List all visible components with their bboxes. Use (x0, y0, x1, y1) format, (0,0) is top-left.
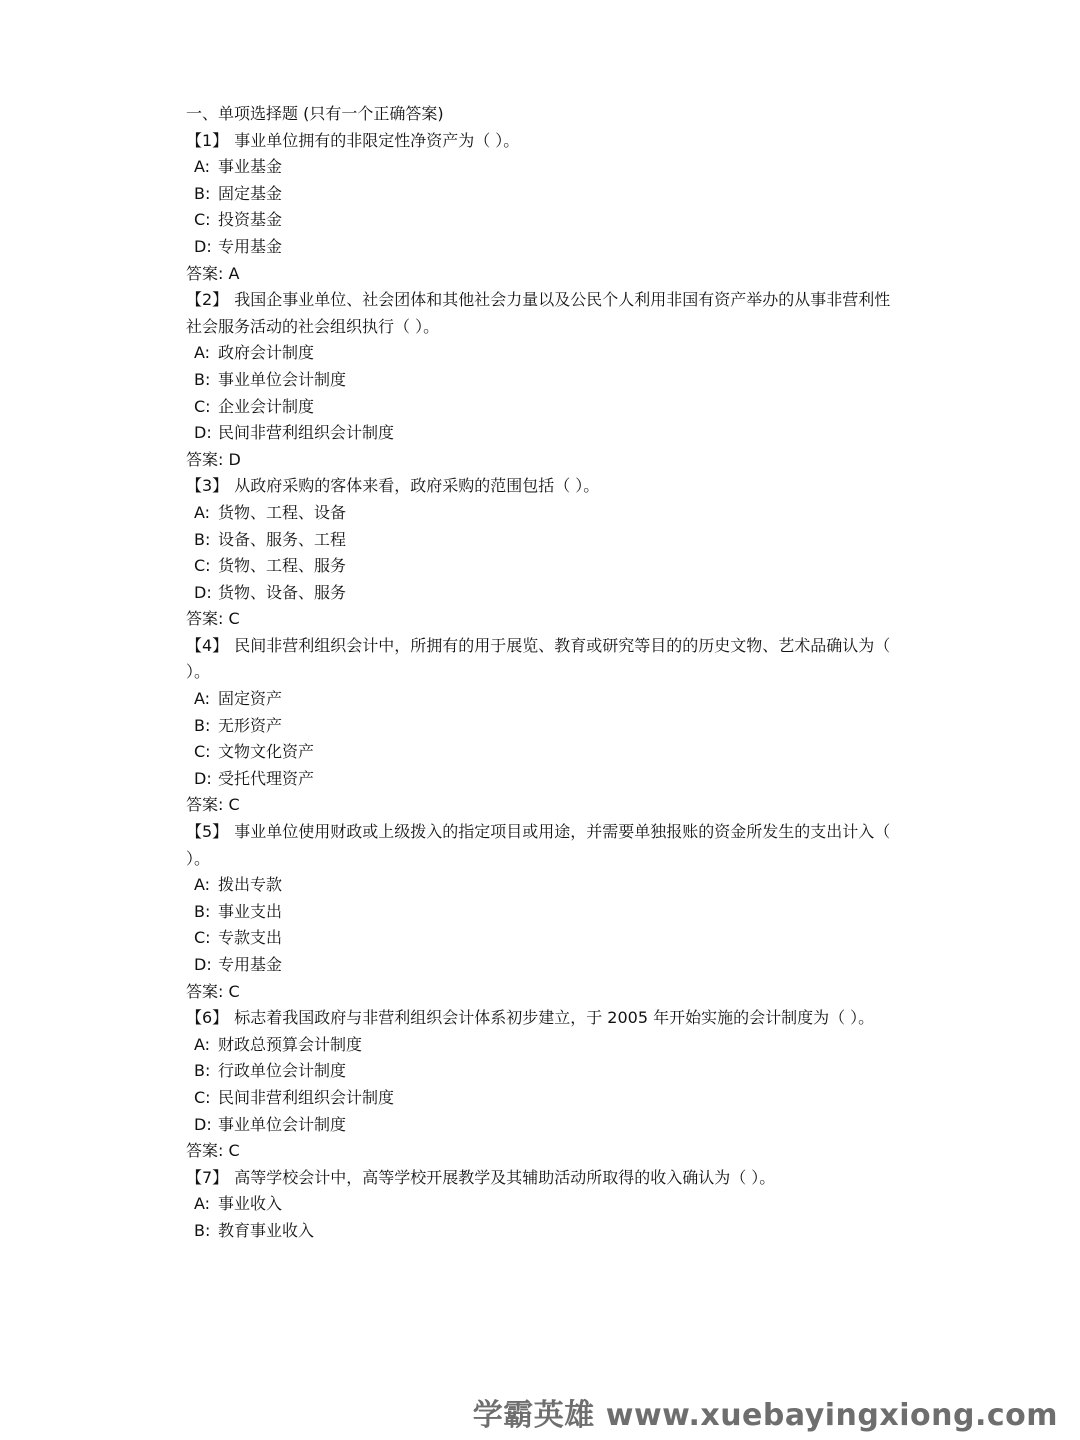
option-text: 文物文化资产 (218, 742, 315, 762)
question-block (186, 1165, 906, 1245)
answer-line: 答案: C (186, 795, 240, 815)
option-letter: B: (194, 529, 211, 549)
watermark: 学霸英雄 www.xuebayingxiong.com (472, 1398, 1058, 1433)
question-stem (186, 287, 906, 340)
answer-option (186, 394, 906, 421)
question-text: 我国企事业单位、社会团体和其他社会力量以及公民个人利用非国有资产举办的从事非营利性社会服务活动的社会组织执行（ ）。 (186, 290, 891, 336)
option-letter: A: (194, 689, 211, 709)
answer-line: 答案: C (186, 609, 240, 629)
answer-option (186, 1112, 906, 1139)
answer-line: 答案: D (186, 449, 241, 469)
option-text: 财政总预算会计制度 (218, 1034, 363, 1054)
answer-option (186, 154, 906, 181)
option-text: 拨出专款 (218, 875, 283, 895)
option-text: 专用基金 (218, 236, 283, 256)
option-text: 企业会计制度 (218, 396, 315, 416)
option-text: 行政单位会计制度 (218, 1061, 347, 1081)
question-number: 【3】 (186, 476, 229, 496)
option-letter: A: (194, 502, 211, 522)
document-body (186, 101, 906, 1245)
question-block (186, 128, 906, 288)
question-number: 【1】 (186, 130, 229, 150)
option-text: 事业基金 (218, 157, 283, 177)
question-number: 【6】 (186, 1008, 229, 1028)
option-text: 事业单位会计制度 (218, 369, 347, 389)
option-letter: C: (194, 928, 211, 948)
question-block (186, 473, 906, 633)
answer-option (186, 1191, 906, 1218)
option-letter: B: (194, 369, 211, 389)
option-letter: C: (194, 396, 211, 416)
answer-option (186, 527, 906, 554)
option-letter: C: (194, 556, 211, 576)
option-letter: C: (194, 210, 211, 230)
option-letter: B: (194, 1061, 211, 1081)
answer-option (186, 686, 906, 713)
question-block (186, 1005, 906, 1165)
option-text: 事业支出 (218, 901, 283, 921)
option-text: 政府会计制度 (218, 343, 315, 363)
option-letter: D: (194, 236, 212, 256)
option-text: 货物、设备、服务 (218, 582, 347, 602)
question-stem (186, 128, 906, 155)
answer-option (186, 1085, 906, 1112)
answer-option (186, 713, 906, 740)
answer-option (186, 1032, 906, 1059)
question-text: 民间非营利组织会计中，所拥有的用于展览、教育或研究等目的的历史文物、艺术品确认为（ ）。 (186, 635, 891, 682)
answer-option (186, 766, 906, 793)
question-block (186, 633, 906, 819)
question-number: 【7】 (186, 1167, 229, 1187)
answer-line: 答案: C (186, 981, 240, 1001)
option-text: 投资基金 (218, 210, 283, 230)
option-text: 教育事业收入 (218, 1220, 315, 1240)
answer-line: 答案: C (186, 1141, 240, 1161)
answer-option (186, 234, 906, 261)
option-text: 货物、工程、设备 (218, 502, 347, 522)
option-letter: C: (194, 742, 211, 762)
option-text: 民间非营利组织会计制度 (218, 423, 395, 443)
option-text: 无形资产 (218, 715, 283, 735)
answer-option (186, 1218, 906, 1245)
option-text: 专用基金 (218, 955, 283, 974)
section-title: 一、单项选择题 (只有一个正确答案) (186, 104, 444, 123)
answer-option (186, 207, 906, 234)
option-letter: A: (194, 343, 211, 363)
option-letter: B: (194, 1220, 211, 1240)
question-text: 事业单位使用财政或上级拨入的指定项目或用途，并需要单独报账的资金所发生的支出计入（ ）。 (186, 822, 891, 868)
question-text: 事业单位拥有的非限定性净资产为（ ）。 (234, 130, 520, 150)
option-letter: A: (194, 1034, 211, 1054)
answer-option (186, 500, 906, 527)
option-text: 事业收入 (218, 1194, 283, 1214)
option-text: 固定基金 (218, 183, 283, 203)
answer-option (186, 899, 906, 926)
answer-option (186, 340, 906, 367)
option-letter: D: (194, 423, 212, 443)
answer-option (186, 553, 906, 580)
option-letter: C: (194, 1087, 211, 1107)
option-letter: B: (194, 901, 211, 921)
question-number: 【5】 (186, 822, 229, 842)
option-text: 货物、工程、服务 (218, 556, 347, 576)
question-list (186, 128, 906, 1245)
answer-option (186, 420, 906, 447)
option-text: 设备、服务、工程 (218, 529, 347, 549)
answer-option (186, 925, 906, 952)
question-stem (186, 1005, 906, 1032)
question-stem (186, 473, 906, 500)
answer-option (186, 580, 906, 607)
question-stem (186, 633, 906, 686)
question-text: 从政府采购的客体来看，政府采购的范围包括（ ）。 (234, 476, 600, 496)
answer-line: 答案: A (186, 263, 240, 283)
option-text: 受托代理资产 (218, 768, 315, 788)
answer-option (186, 872, 906, 899)
question-stem (186, 1165, 906, 1192)
answer-option (186, 367, 906, 394)
option-text: 固定资产 (218, 689, 283, 709)
option-letter: A: (194, 157, 211, 177)
option-letter: D: (194, 768, 212, 788)
option-letter: B: (194, 715, 211, 735)
option-text: 事业单位会计制度 (218, 1114, 347, 1134)
answer-option (186, 739, 906, 766)
option-letter: D: (194, 1114, 212, 1134)
question-block (186, 287, 906, 473)
answer-option (186, 181, 906, 208)
question-text: 高等学校会计中，高等学校开展教学及其辅助活动所取得的收入确认为（ ）。 (234, 1167, 776, 1187)
option-letter: B: (194, 183, 211, 203)
option-letter: D: (194, 582, 212, 602)
question-block (186, 819, 906, 1005)
answer-option (186, 952, 906, 979)
question-number: 【2】 (186, 290, 229, 310)
option-letter: A: (194, 1194, 211, 1214)
answer-option (186, 1058, 906, 1085)
option-text: 专款支出 (218, 928, 283, 948)
option-letter: D: (194, 955, 212, 974)
question-stem (186, 819, 906, 872)
option-letter: A: (194, 875, 211, 895)
question-number: 【4】 (186, 635, 229, 655)
option-text: 民间非营利组织会计制度 (218, 1087, 395, 1107)
question-text: 标志着我国政府与非营利组织会计体系初步建立，于 2005 年开始实施的会计制度为（ ）。 (234, 1008, 875, 1028)
